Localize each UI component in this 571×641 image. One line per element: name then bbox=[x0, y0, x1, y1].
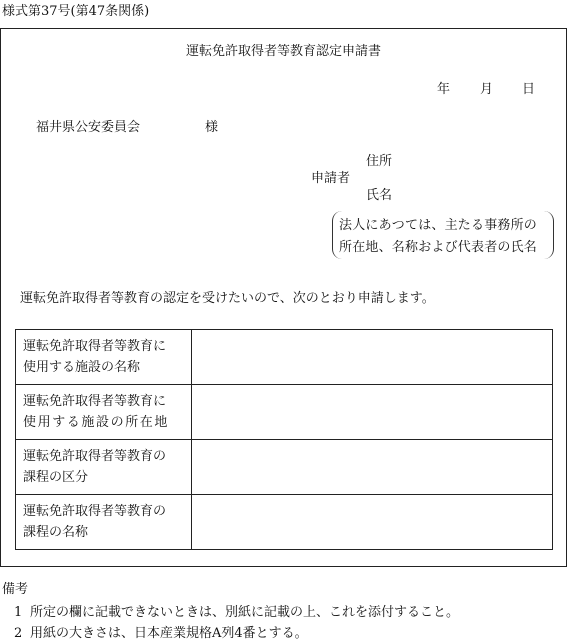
note-item bbox=[14, 622, 308, 641]
course-name-field[interactable] bbox=[192, 495, 553, 550]
row-label bbox=[16, 385, 192, 440]
application-statement: 運転免許取得者等教育の認定を受けたいので、次のとおり申請します。 bbox=[20, 291, 435, 306]
row-label-line1: 運転免許取得者等教育に bbox=[23, 394, 167, 409]
corporation-note-line1: 法人にあつては、主たる事務所の bbox=[339, 218, 538, 233]
note-number: 2 bbox=[14, 626, 23, 641]
note-item bbox=[14, 601, 459, 620]
name-label: 氏名 bbox=[366, 188, 393, 203]
note-text: 用紙の大きさは、日本産業規格A列4番とする。 bbox=[30, 626, 308, 641]
facility-location-field[interactable] bbox=[192, 385, 553, 440]
notes-heading: 備考 bbox=[2, 582, 29, 597]
form-number: 様式第37号(第47条関係) bbox=[2, 4, 150, 19]
row-label-line1: 運転免許取得者等教育の bbox=[23, 449, 167, 464]
table-row bbox=[16, 385, 553, 440]
addressee-honorific: 様 bbox=[205, 120, 219, 135]
table-row bbox=[16, 330, 553, 385]
date-year-label: 年 bbox=[437, 82, 451, 97]
table-row bbox=[16, 495, 553, 550]
form-title: 運転免許取得者等教育認定申請書 bbox=[185, 44, 381, 59]
row-label-line2: 課程の区分 bbox=[23, 470, 89, 485]
row-label-line2: 使用する施設の所在地 bbox=[23, 415, 170, 430]
row-label bbox=[16, 330, 192, 385]
applicant-label: 申請者 bbox=[311, 171, 351, 186]
row-label-line1: 運転免許取得者等教育の bbox=[23, 504, 167, 519]
facility-name-field[interactable] bbox=[192, 330, 553, 385]
note-number: 1 bbox=[14, 605, 23, 620]
application-table bbox=[15, 329, 553, 550]
addressee-name: 福井県公安委員会 bbox=[36, 120, 141, 135]
date-month-label: 月 bbox=[480, 82, 494, 97]
corporation-note-line2: 所在地、名称および代表者の氏名 bbox=[339, 240, 538, 255]
address-label: 住所 bbox=[366, 154, 393, 169]
row-label bbox=[16, 440, 192, 495]
row-label bbox=[16, 495, 192, 550]
row-label-line2: 使用する施設の名称 bbox=[23, 360, 141, 375]
row-label-line2: 課程の名称 bbox=[23, 525, 89, 540]
table-row bbox=[16, 440, 553, 495]
row-label-line1: 運転免許取得者等教育に bbox=[23, 339, 167, 354]
course-category-field[interactable] bbox=[192, 440, 553, 495]
date-day-label: 日 bbox=[522, 82, 536, 97]
note-text: 所定の欄に記載できないときは、別紙に記載の上、これを添付すること。 bbox=[30, 605, 460, 620]
